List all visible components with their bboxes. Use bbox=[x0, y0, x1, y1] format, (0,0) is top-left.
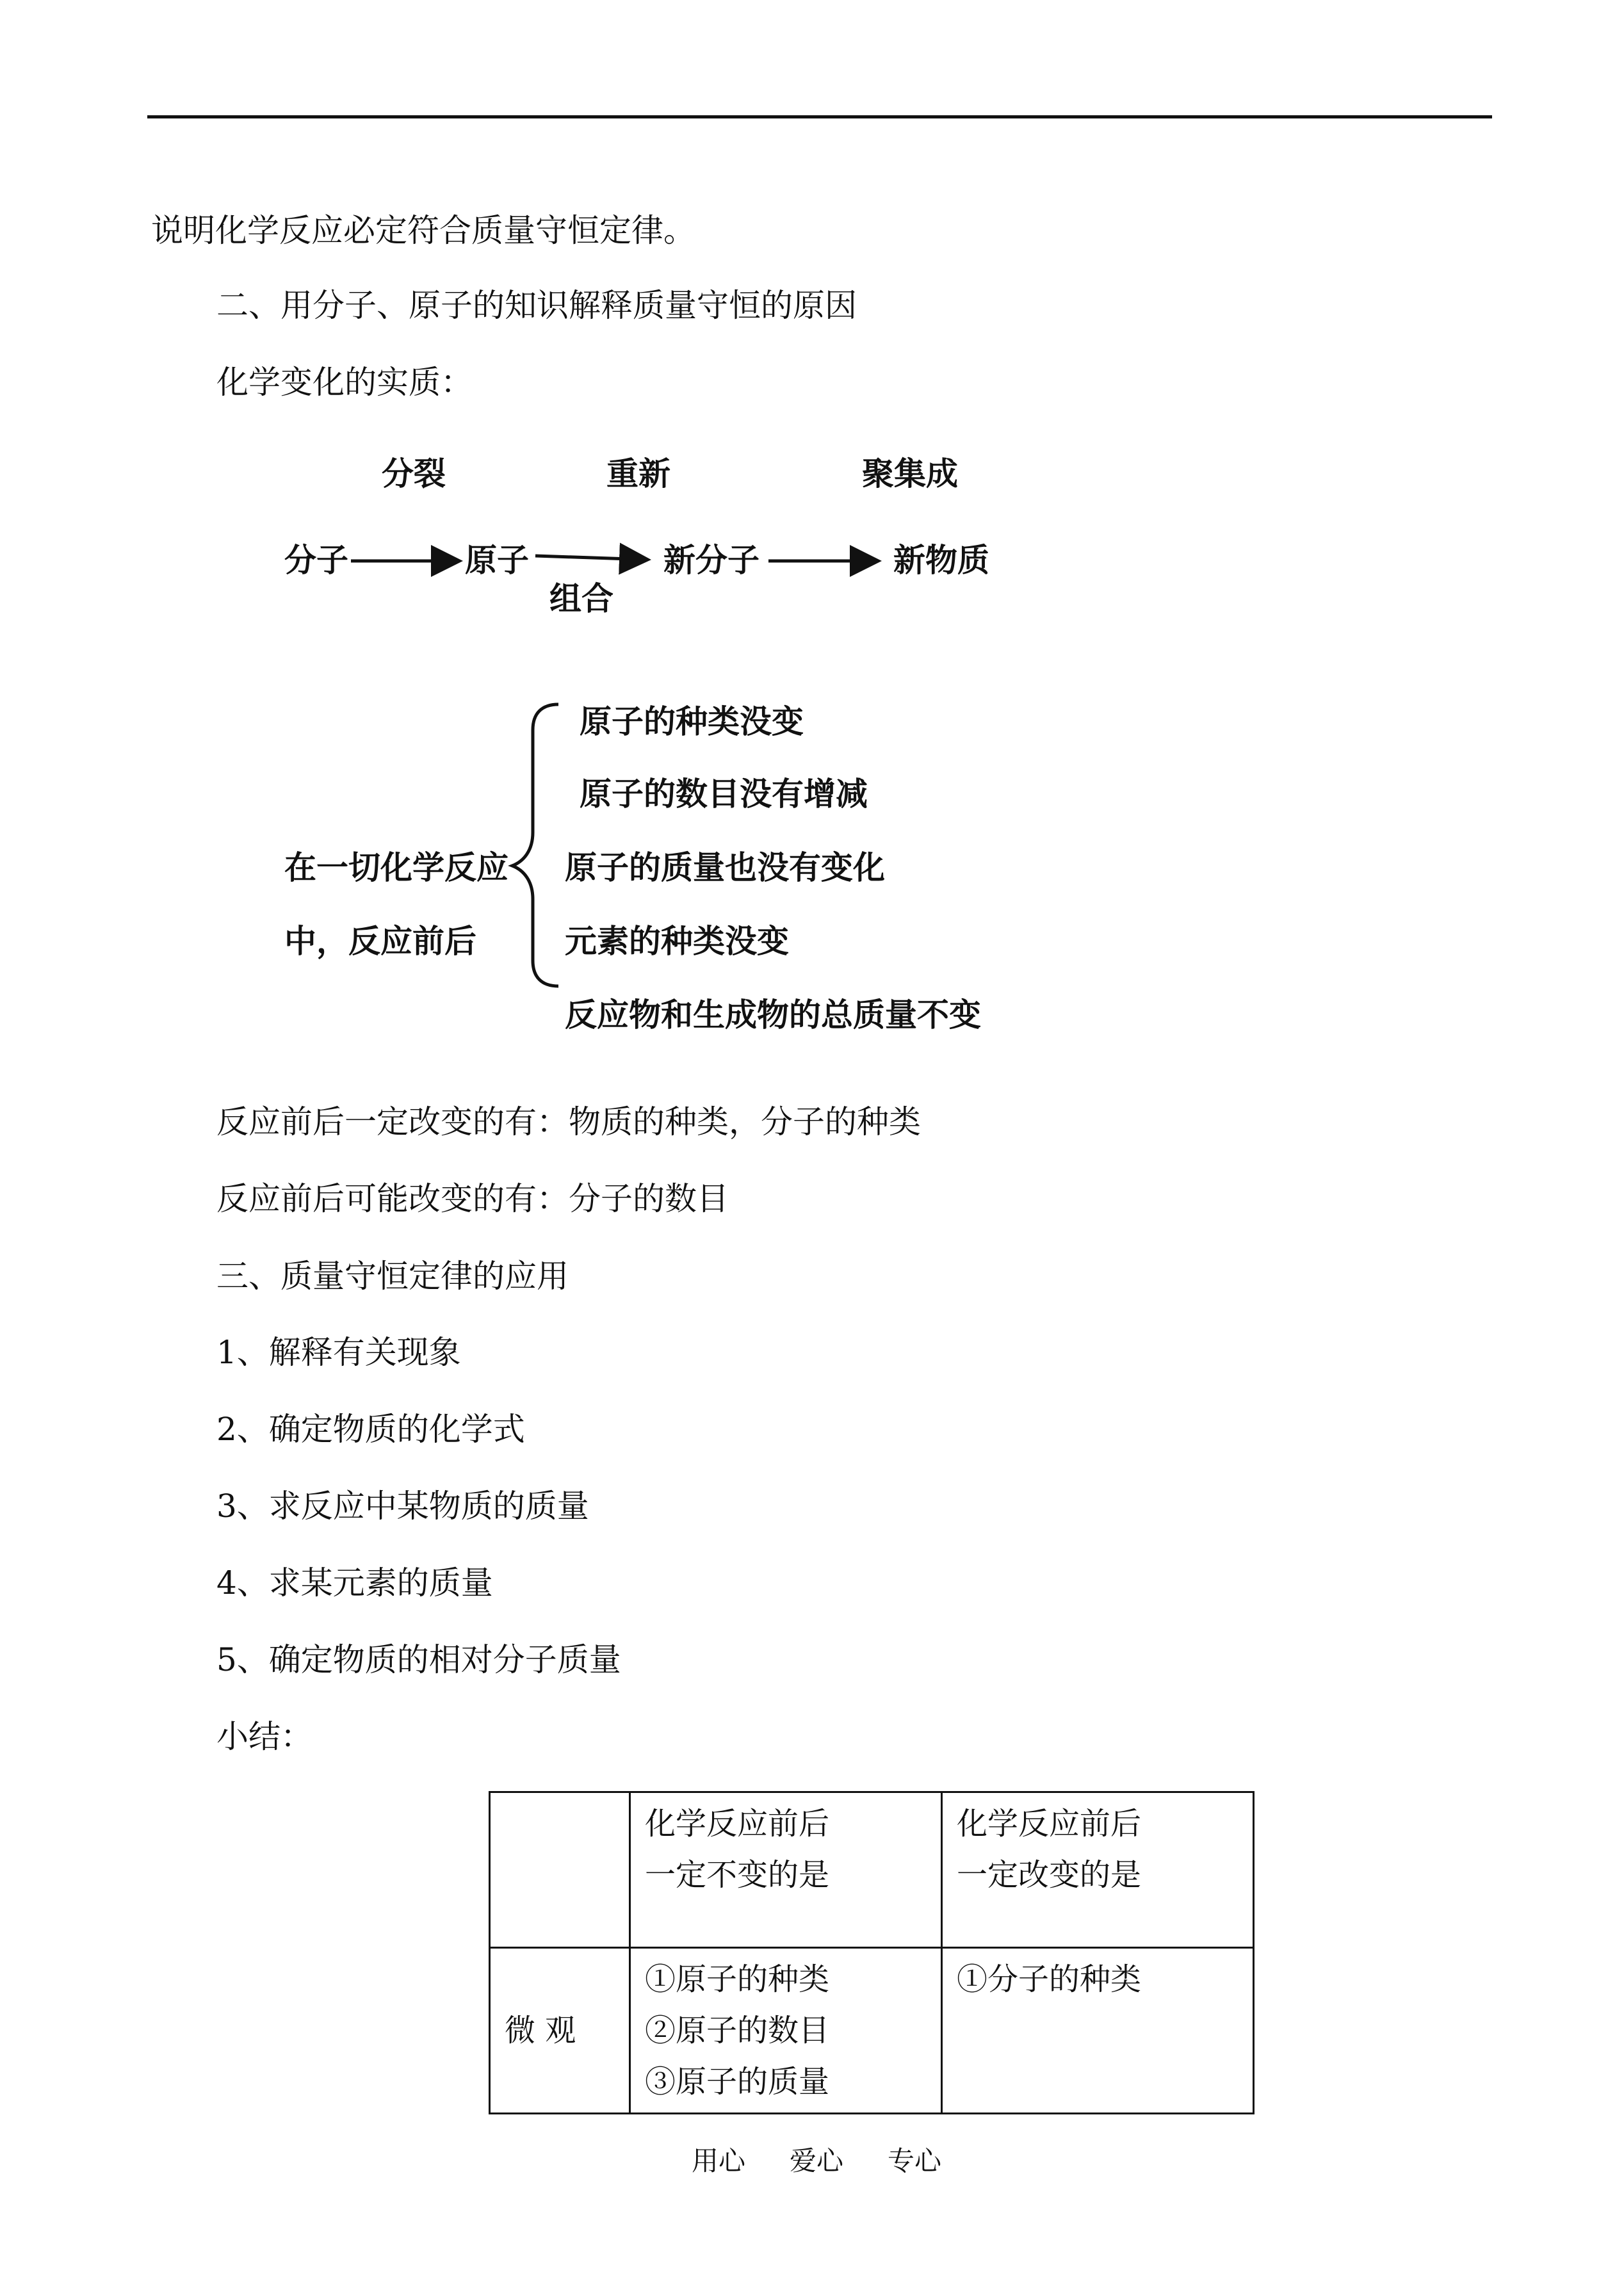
application-item-2: 2、确定物质的化学式 bbox=[216, 1411, 525, 1448]
table-list-item: ②原子的数目 bbox=[645, 2013, 830, 2048]
paragraph-maybe-changed: 反应前后可能改变的有：分子的数目 bbox=[216, 1180, 729, 1217]
flow-label-aggregate: 聚集成 bbox=[862, 455, 958, 492]
footer-text-2: 爱心 bbox=[790, 2145, 844, 2177]
brace-item-2: 原子的数目没有增减 bbox=[580, 775, 868, 813]
brace-item-1: 原子的种类没变 bbox=[580, 703, 804, 740]
table-header-unchanged-line-1: 化学反应前后 bbox=[645, 1806, 830, 1842]
table-header-changed-line-1: 化学反应前后 bbox=[957, 1806, 1142, 1842]
footer-text-3: 专心 bbox=[888, 2145, 942, 2177]
table-list-item: ①分子的种类 bbox=[957, 1961, 1142, 1997]
flow-label-renew: 重新 bbox=[606, 455, 670, 492]
table-header-changed-line-2: 一定改变的是 bbox=[957, 1857, 1142, 1893]
summary-label: 小结： bbox=[216, 1718, 313, 1755]
table-cell-unchanged-list bbox=[630, 1948, 942, 2114]
brace-item-4: 元素的种类没变 bbox=[565, 923, 789, 960]
application-item-5: 5、确定物质的相对分子质量 bbox=[216, 1641, 621, 1678]
table-header-changed bbox=[942, 1792, 1254, 1948]
curly-brace bbox=[512, 704, 558, 986]
flow-node-atom: 原子 bbox=[465, 542, 529, 579]
table-header-unchanged-line-2: 一定不变的是 bbox=[645, 1857, 830, 1893]
flow-node-new-molecule: 新分子 bbox=[663, 542, 759, 579]
table-list-item: ①原子的种类 bbox=[645, 1961, 830, 1997]
section-heading-2: 二、用分子、原子的知识解释质量守恒的原因 bbox=[216, 287, 857, 324]
section-heading-3: 三、质量守恒定律的应用 bbox=[216, 1258, 569, 1295]
table-row-label-micro: 微 观 bbox=[490, 1948, 630, 2114]
brace-left-line-1: 在一切化学反应 bbox=[284, 849, 508, 886]
paragraph-essence: 化学变化的实质： bbox=[216, 364, 473, 401]
table-header-unchanged bbox=[630, 1792, 942, 1948]
brace-item-5: 反应物和生成物的总质量不变 bbox=[565, 996, 981, 1034]
table-row bbox=[490, 1948, 1254, 2114]
table-row bbox=[490, 1792, 1254, 1948]
summary-table bbox=[489, 1791, 1255, 2114]
footer-text-1: 用心 bbox=[692, 2145, 746, 2177]
paragraph-changed: 反应前后一定改变的有：物质的种类，分子的种类 bbox=[216, 1103, 921, 1140]
table-cell-changed-list bbox=[942, 1948, 1254, 2114]
brace-left-line-2: 中，反应前后 bbox=[284, 923, 476, 960]
table-cell-empty bbox=[490, 1792, 630, 1948]
brace-item-3: 原子的质量也没有变化 bbox=[565, 849, 885, 886]
flow-node-new-substance: 新物质 bbox=[893, 542, 989, 579]
table-list-item: ③原子的质量 bbox=[645, 2064, 830, 2100]
flow-label-combine: 组合 bbox=[549, 580, 613, 617]
application-item-4: 4、求某元素的质量 bbox=[216, 1564, 493, 1602]
application-item-1: 1、解释有关现象 bbox=[216, 1334, 461, 1371]
application-item-3: 3、求反应中某物质的质量 bbox=[216, 1488, 589, 1525]
paragraph-conclusion: 说明化学反应必定符合质量守恒定律。 bbox=[151, 212, 695, 249]
flow-node-molecule: 分子 bbox=[284, 542, 348, 579]
flow-arrow-2 bbox=[535, 556, 648, 560]
flow-label-split: 分裂 bbox=[382, 455, 446, 492]
